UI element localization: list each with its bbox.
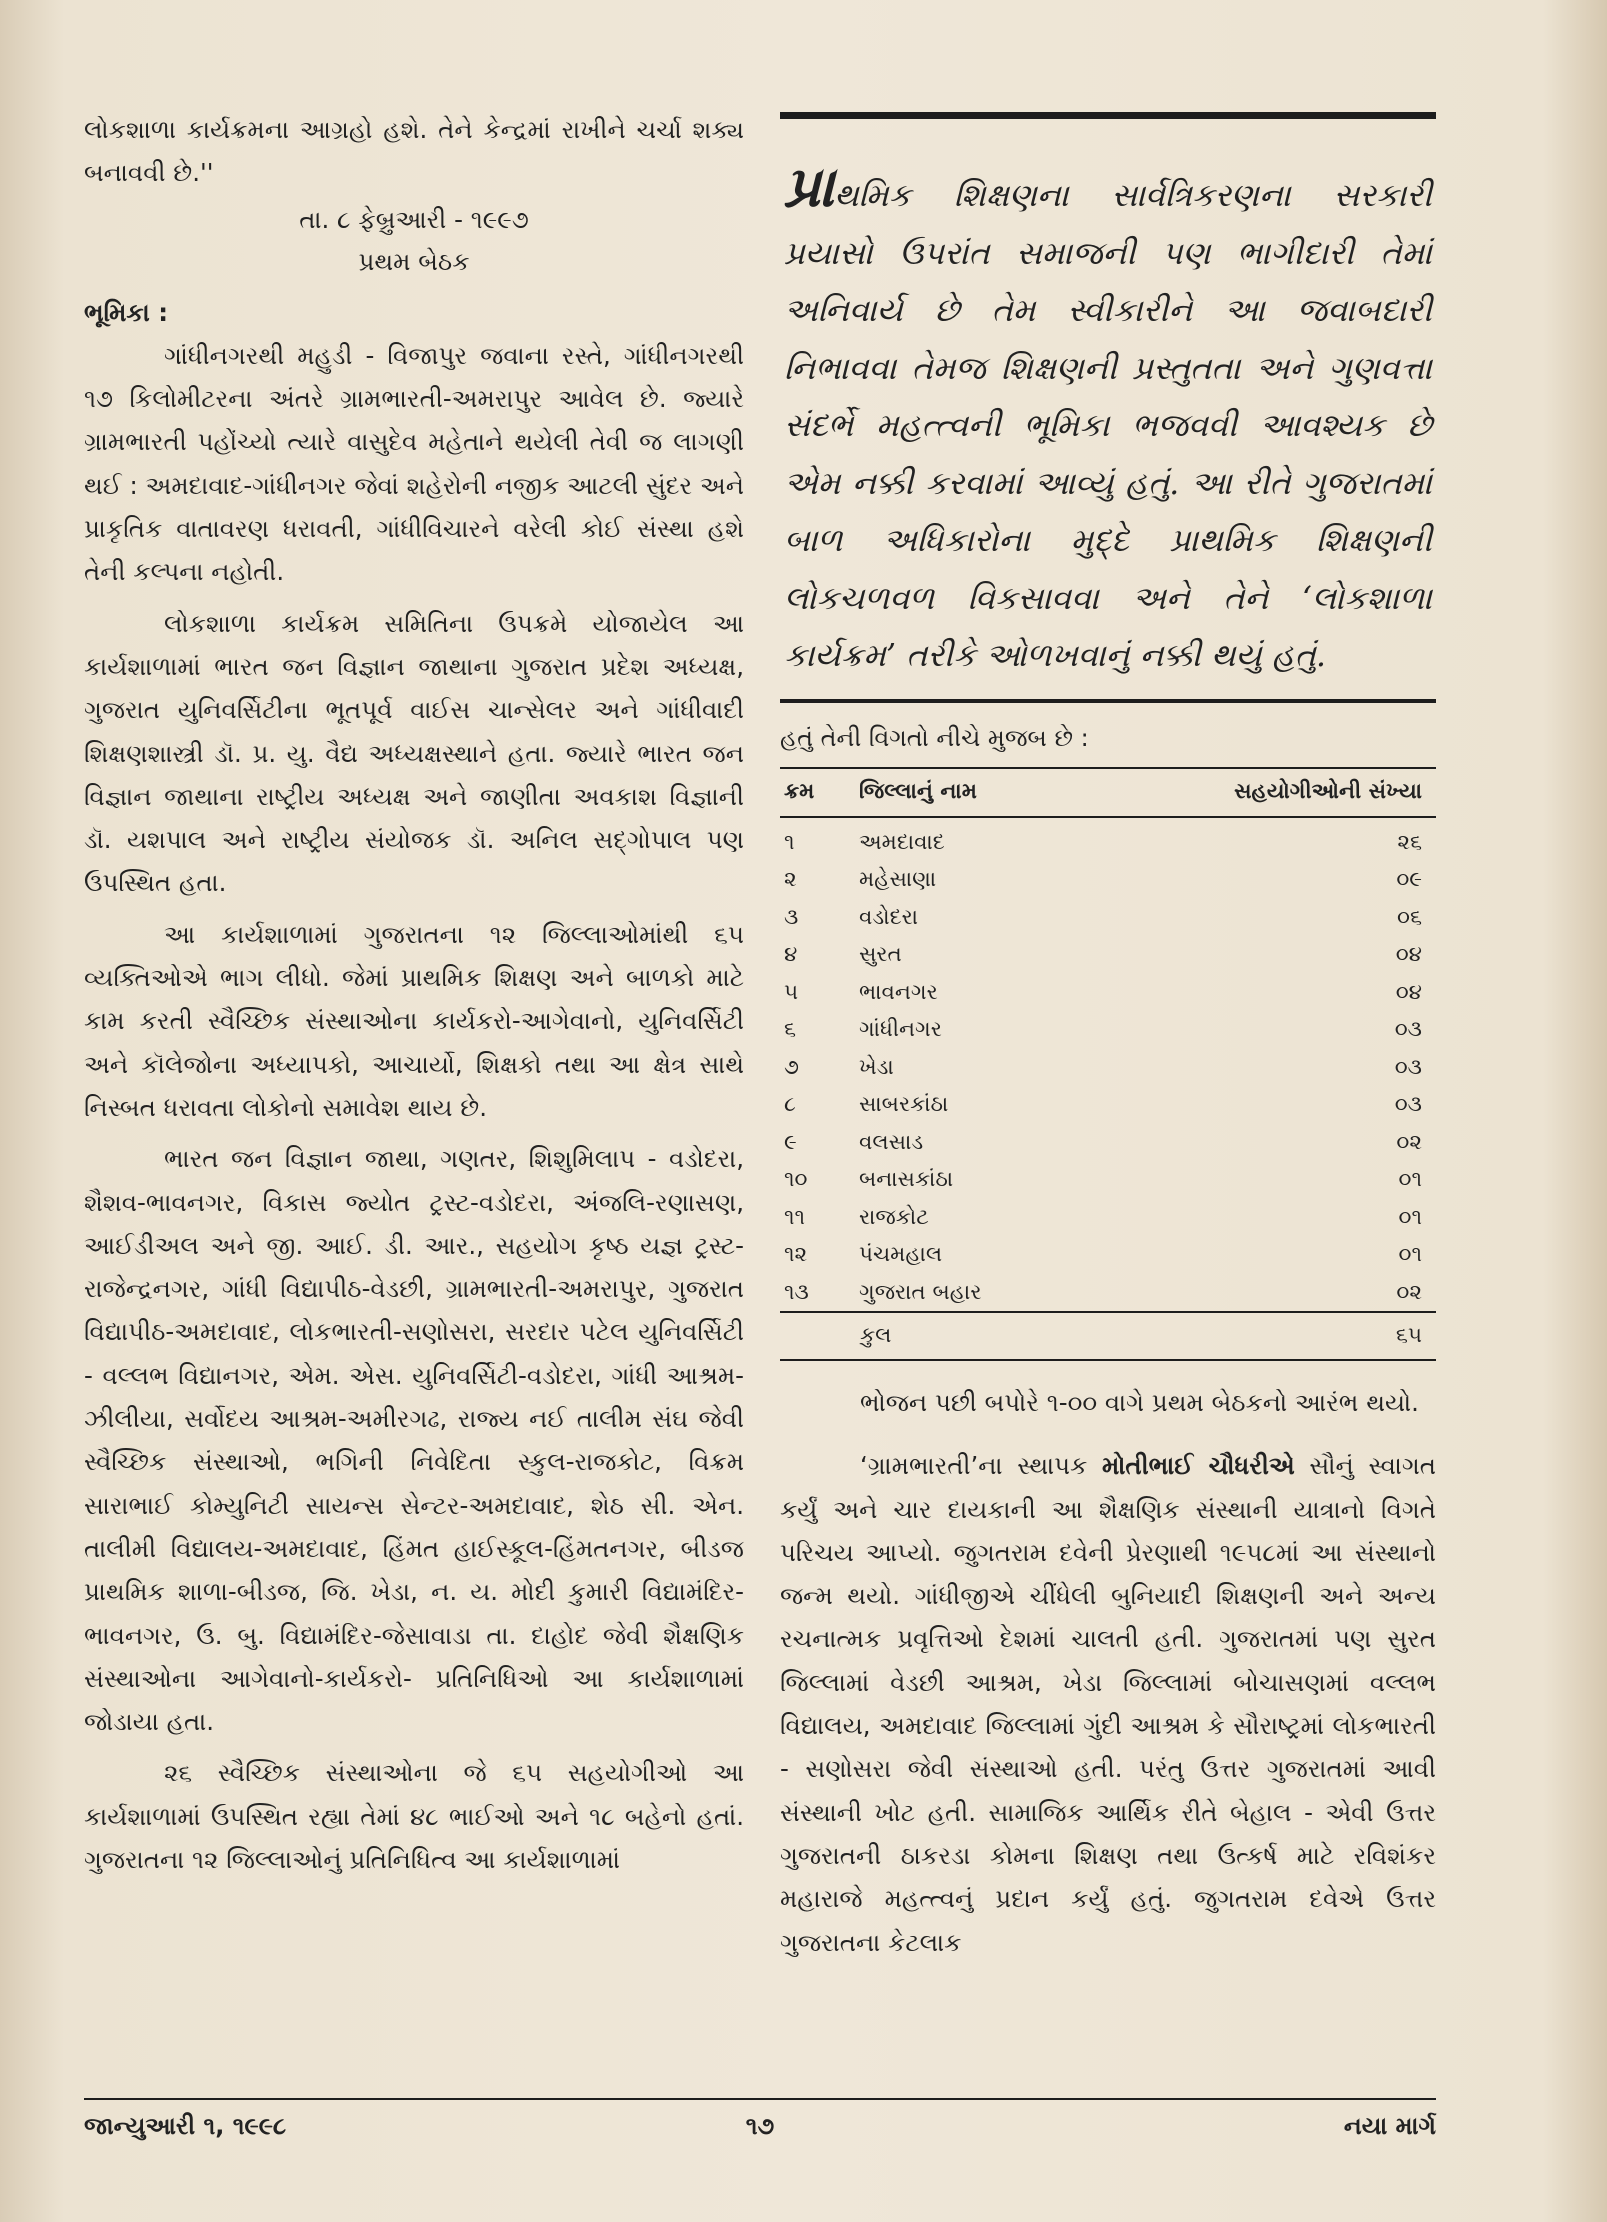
row-count: ૦૬ bbox=[1397, 904, 1422, 930]
page-footer bbox=[84, 2098, 1436, 2140]
section-heading: ભૂમિકા : bbox=[84, 297, 169, 327]
row-serial: ૧૧ bbox=[784, 1204, 806, 1230]
row-serial: ૧૨ bbox=[784, 1242, 808, 1267]
table-row bbox=[780, 861, 1436, 899]
table-row bbox=[780, 936, 1436, 974]
paragraph: ૨૬ સ્વૈચ્છિક સંસ્થાઓના જે ૬૫ સહયોગીઓ આ કાર્યશાળામાં ઉપસ્થિત રહ્યા તેમાં ૪૮ ભાઈઓ અને ૧૮ બહેનો હતાં. ગુજરાતના ૧૨ જિલ્લાઓનું પ્રતિનિધિત્વ આ કાર્યશાળામાં bbox=[84, 1758, 744, 1874]
row-serial: ૧ bbox=[784, 829, 795, 855]
row-serial: ૫ bbox=[784, 979, 799, 1005]
table-row bbox=[780, 1086, 1436, 1124]
table-body bbox=[780, 817, 1436, 1313]
row-count: ૦૧ bbox=[1398, 1242, 1422, 1267]
right-column bbox=[780, 112, 1436, 1964]
row-district: વલસાડ bbox=[859, 1129, 924, 1155]
pullquote-drop-cap: પ્રા bbox=[784, 154, 835, 220]
table-header-row bbox=[780, 768, 1436, 817]
row-serial: ૯ bbox=[784, 1129, 797, 1155]
table-row bbox=[780, 1199, 1436, 1237]
row-district: ખેડા bbox=[859, 1054, 894, 1080]
paragraph: લોકશાળા કાર્યક્રમ સમિતિના ઉપક્રમે યોજાયેલ આ કાર્યશાળામાં ભારત જન વિજ્ઞાન જાથાના ગુજરાત પ્રદેશ અધ્યક્ષ, ગુજરાત યુનિવર્સિટીના ભૂતપૂર્વ વાઈસ ચાન્સેલર અને ગાંધીવાદી શિક્ષણશાસ્ત્રી ડૉ. પ્ર. યુ. વૈદ્ય અધ્યક્ષસ્થાને હતા. જ્યારે ભારત જન વિજ્ઞાન જાથાના રાષ્ટ્રીય અધ્યક્ષ અને જાણીતા અવકાશ વિજ્ઞાની ડૉ. યશપાલ અને રાષ્ટ્રીય સંયોજક ડૉ. અનિલ સદ્‌ગોપાલ પણ ઉપસ્થિત હતા. bbox=[84, 608, 744, 898]
total-label: કુલ bbox=[859, 1312, 1221, 1360]
paragraph: ભોજન પછી બપોરે ૧-૦૦ વાગે પ્રથમ બેઠકનો આરંભ થયો. bbox=[860, 1388, 1419, 1417]
row-serial: ૩ bbox=[784, 904, 799, 930]
pullquote bbox=[780, 154, 1436, 685]
paragraph: ભારત જન વિજ્ઞાન જાથા, ગણતર, શિશુમિલાપ - વડોદરા, શૈશવ-ભાવનગર, વિકાસ જ્યોત ટ્રસ્ટ-વડોદરા, અંજલિ-રણાસણ, આઈડીઅલ અને જી. આઈ. ડી. આર., સહયોગ કૃષ્ઠ યજ્ઞ ટ્રસ્ટ-રાજેન્દ્રનગર, ગાંધી વિદ્યાપીઠ-વેડછી, ગ્રામભારતી-અમરાપુર, ગુજરાત વિદ્યાપીઠ-અમદાવાદ, લોકભારતી-સણોસરા, સરદાર પટેલ યુનિવર્સિટી - વલ્લભ વિદ્યાનગર, એમ. એસ. યુનિવર્સિટી-વડોદરા, ગાંધી આશ્રમ-ઝીલીયા, સર્વોદય આશ્રમ-અમીરગઢ, રાજ્ય નઈ તાલીમ સંઘ જેવી સ્વૈચ્છિક સંસ્થાઓ, ભગિની નિવેદિતા સ્કુલ-રાજકોટ, વિક્રમ સારાભાઈ કોમ્યુનિટી સાયન્સ સેન્ટર-અમદાવાદ, શેઠ સી. એન. તાલીમી વિદ્યાલય-અમદાવાદ, હિંમત હાઈસ્કૂલ-હિંમતનગર, બીડજ પ્રાથમિક શાળા-બીડજ, જિ. ખેડા, ન. ય. મોદી કુમારી વિદ્યામંદિર-ભાવનગર, ઉ. બુ. વિદ્યામંદિર-જેસાવાડા તા. દાહોદ જેવી શૈક્ષણિક સંસ્થાઓના આગેવાનો-કાર્યકરો- પ્રતિનિધિઓ આ કાર્યશાળામાં જોડાયા હતા. bbox=[84, 1144, 744, 1737]
row-district: અમદાવાદ bbox=[859, 829, 945, 855]
pullquote-text: થમિક શિક્ષણના સાર્વત્રિકરણના સરકારી પ્રયાસો ઉપરાંત સમાજની પણ ભાગીદારી તેમાં અનિવાર્ય છે તેમ સ્વીકારીને આ જવાબદારી નિભાવવા તેમજ શિક્ષણની પ્રસ્તુતતા અને ગુણવત્તા સંદર્ભે મહત્ત્વની ભૂમિકા ભજવવી આવશ્યક છે એમ નક્કી કરવામાં આવ્યું હતું. આ રીતે ગુજરાતમાં બાળ અધિકારોના મુદ્દે પ્રાથમિક શિક્ષણની લોકચળવળ વિકસાવવા અને તેને ‘લોકશાળા કાર્યક્રમ’ તરીકે ઓળખવાનું નક્કી થયું હતું. bbox=[784, 176, 1432, 674]
row-count: ૦૧ bbox=[1398, 1204, 1422, 1230]
left-column bbox=[84, 108, 744, 1881]
table-row bbox=[780, 1049, 1436, 1087]
pullquote-top-rule bbox=[780, 112, 1436, 119]
row-district: રાજકોટ bbox=[859, 1204, 929, 1230]
table-row bbox=[780, 974, 1436, 1012]
row-count: ૦૨ bbox=[1396, 1129, 1422, 1155]
paragraph: ગાંધીનગરથી મહુડી - વિજાપુર જવાના રસ્તે, ગાંધીનગરથી ૧૭ કિલોમીટરના અંતરે ગ્રામભારતી-અમરાપુર આવેલ છે. જ્યારે ગ્રામભારતી પહોંચ્યો ત્યારે વાસુદેવ મહેતાને થયેલી તેવી જ લાગણી થઈ : અમદાવાદ-ગાંધીનગર જેવાં શહેરોની નજીક આટલી સુંદર અને પ્રાકૃતિક વાતાવરણ ધરાવતી, ગાંધીવિચારને વરેલી કોઈ સંસ્થા હશે તેની કલ્પના નહોતી. bbox=[84, 340, 744, 587]
row-count: ૨૬ bbox=[1397, 829, 1422, 855]
table-total-row bbox=[780, 1312, 1436, 1360]
row-count: ૦૧ bbox=[1398, 1167, 1422, 1192]
row-count: ૦૪ bbox=[1395, 942, 1422, 967]
row-serial: ૧૩ bbox=[784, 1279, 809, 1305]
row-serial: ૧૦ bbox=[784, 1167, 808, 1192]
intro-text: લોકશાળા કાર્યક્રમના આગ્રહો હશે. તેને કેન્દ્રમાં રાખીને ચર્ચા શક્ય બનાવવી છે.'' bbox=[84, 115, 744, 188]
row-count: ૦૪ bbox=[1395, 979, 1422, 1005]
row-district: ગુજરાત બહાર bbox=[859, 1279, 982, 1305]
table-intro: હતું તેની વિગતો નીચે મુજબ છે : bbox=[780, 723, 1089, 752]
footer-date: જાન્યુઆરી ૧, ૧૯૯૮ bbox=[84, 2112, 287, 2140]
paragraph: આ કાર્યશાળામાં ગુજરાતના ૧૨ જિલ્લાઓમાંથી ૬૫ વ્યક્તિઓએ ભાગ લીધો. જેમાં પ્રાથમિક શિક્ષણ અને બાળકો માટે કામ કરતી સ્વૈચ્છિક સંસ્થાઓના કાર્યકરો-આગેવાનો, યુનિવર્સિટી અને કૉલેજોના અધ્યાપકો, આચાર્યો, શિક્ષકો તથા આ ક્ષેત્ર સાથે નિસ્બત ધરાવતા લોકોનો સમાવેશ થાય છે. bbox=[84, 919, 744, 1122]
right-body-text bbox=[780, 1381, 1436, 1964]
page-number: ૧૭ bbox=[745, 2112, 775, 2140]
row-count: ૦૨ bbox=[1396, 1279, 1422, 1305]
row-serial: ૬ bbox=[784, 1017, 797, 1042]
row-serial: ૨ bbox=[784, 867, 797, 892]
row-district: બનાસકાંઠા bbox=[859, 1167, 954, 1192]
row-count: ૦૩ bbox=[1394, 1092, 1422, 1117]
table-row bbox=[780, 1236, 1436, 1274]
district-table bbox=[780, 767, 1436, 1362]
table-row bbox=[780, 817, 1436, 862]
header-count: સહયોગીઓની સંખ્યા bbox=[1221, 768, 1436, 817]
header-serial: ક્રમ bbox=[780, 768, 859, 817]
row-district: ભાવનગર bbox=[859, 979, 938, 1005]
table-row bbox=[780, 899, 1436, 937]
row-district: ગાંધીનગર bbox=[859, 1017, 942, 1042]
row-serial: ૭ bbox=[784, 1054, 799, 1080]
pullquote-bottom-rule bbox=[780, 699, 1436, 703]
row-serial: ૪ bbox=[784, 942, 798, 967]
session-date: તા. ૮ ફેબ્રુઆરી - ૧૯૯૭ bbox=[299, 204, 529, 234]
table-row bbox=[780, 1161, 1436, 1199]
row-district: સાબરકાંઠા bbox=[859, 1092, 949, 1117]
table-row bbox=[780, 1124, 1436, 1162]
table-row bbox=[780, 1274, 1436, 1313]
founder-name: મોતીભાઈ ચૌધરીએ bbox=[1102, 1451, 1295, 1481]
founder-text: સૌનું સ્વાગત કર્યું અને ચાર દાયકાની આ શૈક્ષણિક સંસ્થાની યાત્રાનો વિગતે પરિચય આપ્યો. જુગતરામ દવેની પ્રેરણાથી ૧૯૫૮માં આ સંસ્થાનો જન્મ થયો. ગાંધીજીએ ચીંધેલી બુનિયાદી શિક્ષણની અને અન્ય રચનાત્મક પ્રવૃત્તિઓ દેશમાં ચાલતી હતી. ગુજરાતમાં પણ સુરત જિલ્લામાં વેડછી આશ્રમ, ખેડા જિલ્લામાં બોચાસણમાં વલ્લભ વિદ્યાલય, અમદાવાદ જિલ્લામાં ગુંદી આશ્રમ કે સૌરાષ્ટ્રમાં લોકભારતી - સણોસરા જેવી સંસ્થાઓ હતી. પરંતુ ઉત્તર ગુજરાતમાં આવી સંસ્થાની ખોટ હતી. સામાજિક આર્થિક રીતે બેહાલ - એવી ઉત્તર ગુજરાતની ઠાકરડા કોમના શિક્ષણ તથા ઉત્કર્ષ માટે રવિશંકર મહારાજે મહત્ત્વનું પ્રદાન કર્યું હતું. જુગતરામ દવેએ ઉત્તર ગુજરાતના કેટલાક bbox=[780, 1451, 1436, 1957]
row-count: ૦૩ bbox=[1394, 1054, 1422, 1080]
session-title: પ્રથમ બેઠક bbox=[358, 246, 470, 276]
magazine-name: નયા માર્ગ bbox=[1343, 2112, 1436, 2140]
row-count: ૦૯ bbox=[1396, 867, 1422, 892]
header-district: જિલ્લાનું નામ bbox=[859, 768, 1221, 817]
paragraph bbox=[780, 1444, 1436, 1964]
table-row bbox=[780, 1011, 1436, 1049]
row-count: ૦૩ bbox=[1394, 1017, 1422, 1042]
row-serial: ૮ bbox=[784, 1092, 796, 1117]
row-district: વડોદરા bbox=[859, 904, 918, 930]
row-district: સુરત bbox=[859, 942, 902, 967]
total-value: ૬૫ bbox=[1221, 1312, 1436, 1360]
row-district: મહેસાણા bbox=[859, 867, 937, 892]
founder-intro: ‘ગ્રામભારતી’ના સ્થાપક bbox=[860, 1451, 1102, 1481]
row-district: પંચમહાલ bbox=[859, 1242, 943, 1267]
